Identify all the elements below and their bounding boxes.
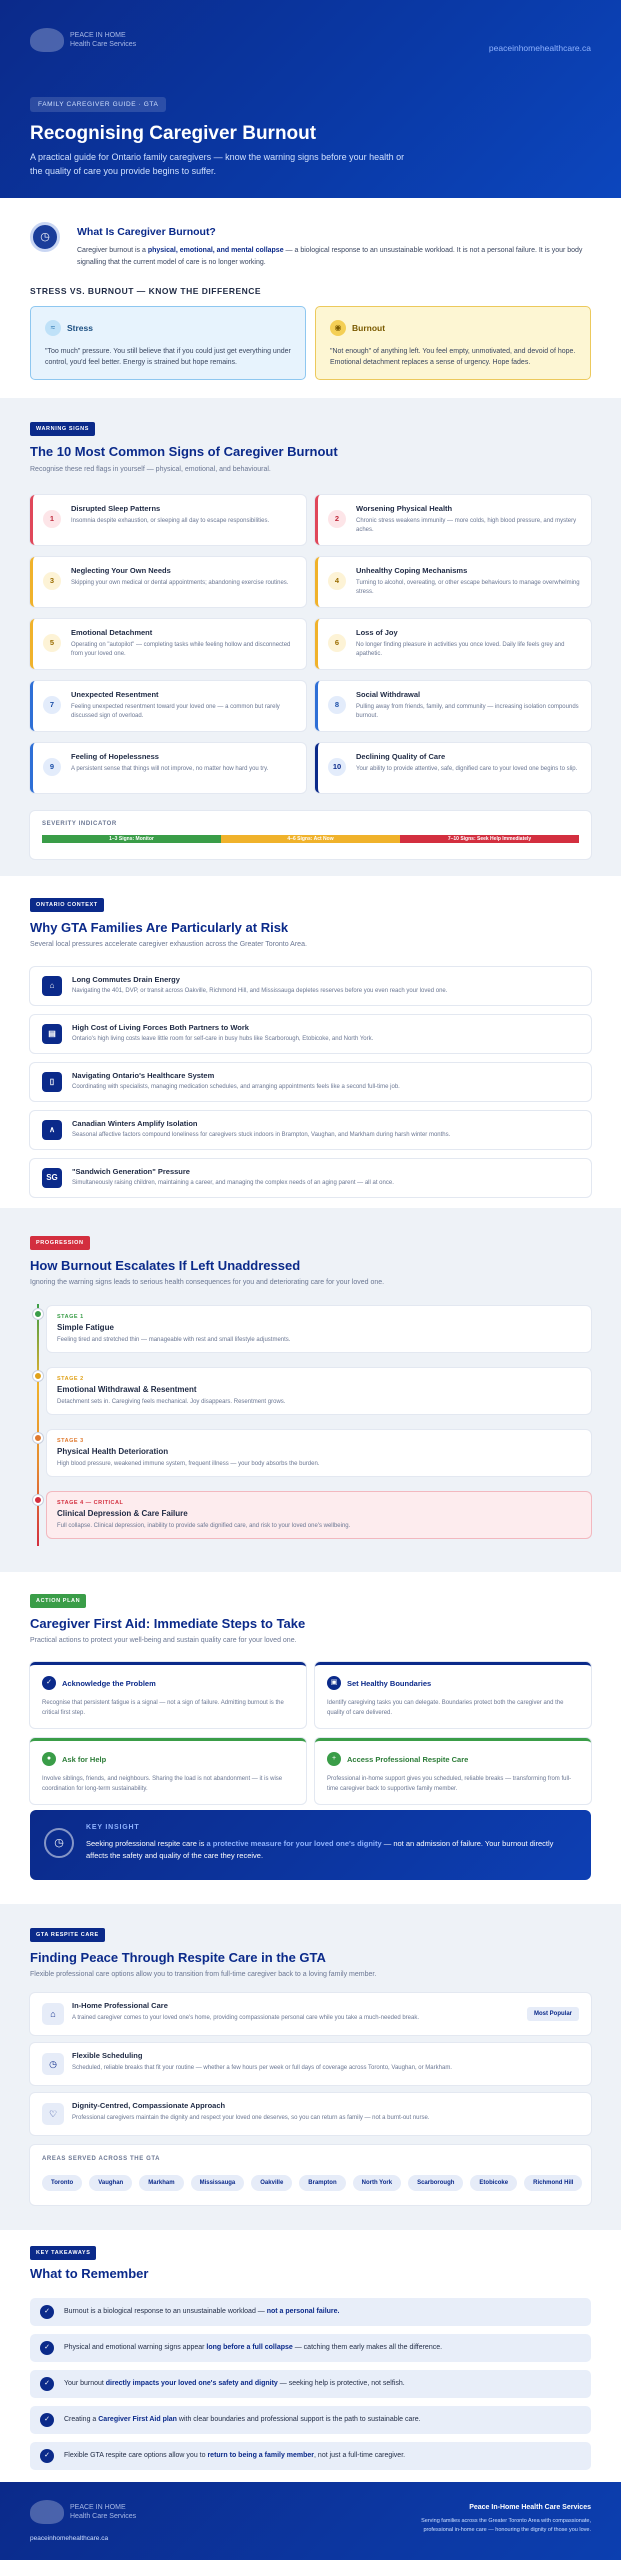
check-icon: ✓ — [42, 1676, 56, 1690]
sign-title: Unexpected Resentment — [71, 690, 159, 699]
winter-icon: ∧ — [42, 1120, 62, 1140]
takeaway-text-end: with clear boundaries and professional support is the path to sustainable care. — [176, 2416, 421, 2423]
sign-number: 10 — [328, 758, 346, 776]
action-description: Identify caregiving tasks you can delegate. Boundaries protect both the caregiver and the quality of care delivered. — [327, 1700, 564, 1716]
sign-card — [315, 495, 591, 545]
area-tag[interactable]: Brampton — [299, 2175, 345, 2191]
plus-icon: + — [327, 1752, 341, 1766]
wallet-icon: ▤ — [42, 1024, 62, 1044]
sign-title: Social Withdrawal — [356, 690, 421, 699]
sign-number: 5 — [43, 634, 61, 652]
respite-chip: GTA RESPITE CARE — [30, 1928, 105, 1942]
stage-title: Physical Health Deterioration — [57, 1447, 169, 1456]
sign-card — [315, 681, 591, 731]
action-title: Caregiver First Aid: Immediate Steps to Take — [30, 1616, 306, 1631]
stress-card — [30, 306, 306, 380]
footer-org: Peace In-Home Health Care Services — [469, 2504, 591, 2511]
most-popular-badge: Most Popular — [527, 2007, 579, 2021]
sign-description: Pulling away from friends, family, and community — increasing isolation compounds burnout. — [356, 704, 579, 719]
takeaway-highlight: long before a full collapse — [206, 2344, 293, 2351]
stage-label: STAGE 3 — [57, 1438, 84, 1444]
signs-lede: Recognise these red flags in yourself — physical, emotional, and behavioural. — [30, 466, 271, 473]
check-icon: ✓ — [40, 2377, 54, 2391]
sign-card — [30, 743, 306, 793]
stress-label: Stress — [67, 323, 93, 333]
action-card — [30, 1662, 306, 1728]
what-is-body: Caregiver burnout is a physical, emotional, and mental collapse — a biological response to an unsustainable workload. It is not a personal failure. It is your body signalling that the current model of care is no longer working. — [77, 247, 583, 266]
severity-seek-help: 7–10 Signs: Seek Help Immediately — [400, 835, 579, 843]
respite-option[interactable] — [30, 2093, 591, 2135]
stage-card — [47, 1430, 591, 1476]
action-title: Set Healthy Boundaries — [347, 1678, 432, 1688]
respite-option-description: Professional caregivers maintain the dignity and respect your loved one deserves, so you can return as family — not a burnt-out nurse. — [72, 2115, 430, 2121]
gta-risk-description: Ontario's high living costs leave little room for self-care in busy hubs like Scarborough, Etobicoke, and North York. — [72, 1036, 374, 1042]
sign-title: Emotional Detachment — [71, 628, 153, 637]
gta-risk-title: Canadian Winters Amplify Isolation — [72, 1119, 198, 1128]
area-tag[interactable]: Richmond Hill — [524, 2175, 582, 2191]
stage-card — [47, 1492, 591, 1538]
stage-card — [47, 1368, 591, 1414]
takeaway-item — [30, 2370, 591, 2398]
respite-option-title: Flexible Scheduling — [72, 2051, 143, 2060]
respite-option-description: A trained caregiver comes to your loved one's home, providing compassionate personal care while you take a much-needed break. — [72, 2015, 420, 2021]
takeaways-chip: KEY TAKEAWAYS — [30, 2246, 96, 2260]
wave-icon: ≈ — [45, 320, 61, 336]
stage-dot — [33, 1371, 43, 1381]
warning-signs-chip: WARNING SIGNS — [30, 422, 95, 436]
sign-number: 3 — [43, 572, 61, 590]
sign-title: Worsening Physical Health — [356, 504, 453, 513]
stage-label: STAGE 4 — CRITICAL — [57, 1500, 124, 1506]
heart-icon: ♡ — [42, 2103, 64, 2125]
key-insight-card — [30, 1810, 591, 1880]
stage-dot — [33, 1495, 43, 1505]
sign-card — [315, 619, 591, 669]
gta-risk-title: "Sandwich Generation" Pressure — [72, 1167, 190, 1176]
stage-title: Emotional Withdrawal & Resentment — [57, 1385, 197, 1394]
gta-risk-description: Coordinating with specialists, managing medication schedules, and arranging appointments feels like a second full-time job. — [72, 1084, 400, 1090]
area-tag[interactable]: Oakville — [251, 2175, 292, 2191]
respite-option[interactable] — [30, 2043, 591, 2085]
takeaway-highlight: directly impacts your loved one's safety and dignity — [105, 2380, 278, 2387]
action-card — [315, 1662, 591, 1728]
respite-lede: Flexible professional care options allow you to transition from full-time caregiver back to a loving family member. — [30, 1971, 377, 1978]
burnout-text: "Not enough" of anything left. You feel empty, unmotivated, and devoid of hope. Emotional detachment replaces a sense of urgency. Hope fades. — [330, 348, 576, 366]
sign-card — [30, 495, 306, 545]
takeaway-text-end: — seeking help is protective, not selfish. — [277, 2380, 405, 2387]
action-card — [30, 1738, 306, 1804]
flame-icon: ◉ — [330, 320, 346, 336]
warning-signs-section — [0, 398, 621, 876]
takeaway-text: Physical and emotional warning signs appear — [64, 2344, 207, 2351]
sign-title: Unhealthy Coping Mechanisms — [356, 566, 468, 575]
check-icon: ✓ — [40, 2341, 54, 2355]
takeaway-item — [30, 2406, 591, 2434]
sign-description: Operating on "autopilot" — completing tasks while feeling hollow and disconnected from your loved one. — [71, 642, 291, 657]
progression-chip: PROGRESSION — [30, 1236, 90, 1250]
sign-number: 2 — [328, 510, 346, 528]
sign-number: 9 — [43, 758, 61, 776]
takeaway-item — [30, 2442, 591, 2470]
areas-title: AREAS SERVED ACROSS THE GTA — [42, 2156, 161, 2162]
key-insight-kicker: KEY INSIGHT — [86, 1824, 140, 1831]
what-is-title: What Is Caregiver Burnout? — [77, 226, 216, 238]
gta-title: Why GTA Families Are Particularly at Risk — [30, 920, 289, 935]
sign-card — [315, 743, 591, 793]
respite-option-title: In-Home Professional Care — [72, 2001, 168, 2010]
stage-title: Clinical Depression & Care Failure — [57, 1509, 188, 1518]
action-description: Involve siblings, friends, and neighbours. Sharing the load is not abandonment — it is wise coordination for long-term sustainability. — [42, 1776, 283, 1792]
clock-icon: ◷ — [30, 222, 60, 252]
area-tag[interactable]: Etobicoke — [470, 2175, 517, 2191]
footer-description: Serving families across the Greater Toronto Area with compassionate, professional in-home care — honouring the dignity of those you love. — [421, 2518, 591, 2533]
sign-description: Feeling unexpected resentment toward your loved one — a common but rarely discussed sign of overload. — [71, 704, 280, 719]
area-tag[interactable]: North York — [353, 2175, 401, 2191]
sign-number: 1 — [43, 510, 61, 528]
header-banner — [0, 0, 621, 198]
respite-option-title: Dignity-Centred, Compassionate Approach — [72, 2101, 226, 2110]
takeaway-item — [30, 2298, 591, 2326]
action-card — [315, 1738, 591, 1804]
sign-description: Skipping your own medical or dental appointments; abandoning exercise routines. — [71, 580, 289, 586]
home-icon: ⌂ — [42, 2003, 64, 2025]
sign-title: Loss of Joy — [356, 628, 398, 637]
areas-served — [30, 2145, 591, 2205]
gta-risk-title: High Cost of Living Forces Both Partners to Work — [72, 1023, 249, 1032]
sign-title: Neglecting Your Own Needs — [71, 566, 171, 575]
burnout-card — [315, 306, 591, 380]
signs-title: The 10 Most Common Signs of Caregiver Burnout — [30, 444, 338, 459]
sign-description: Chronic stress weakens immunity — more colds, high blood pressure, and mystery aches. — [356, 518, 577, 533]
action-title: Access Professional Respite Care — [347, 1754, 469, 1764]
logo[interactable] — [30, 28, 136, 52]
progression-section — [0, 1208, 621, 1572]
respite-section — [0, 1904, 621, 2230]
gta-risk-title: Navigating Ontario's Healthcare System — [72, 1071, 215, 1080]
respite-option[interactable] — [30, 1993, 591, 2035]
boundary-icon: ▣ — [327, 1676, 341, 1690]
check-icon: ✓ — [40, 2413, 54, 2427]
takeaway-highlight: return to being a family member — [207, 2452, 315, 2459]
logo-text: PEACE IN HOME Health Care Services — [70, 32, 137, 48]
sign-number: 6 — [328, 634, 346, 652]
sign-number: 7 — [43, 696, 61, 714]
action-plan-section — [0, 1572, 621, 1904]
takeaway-text: Burnout is a biological response to an unsustainable workload — — [64, 2308, 267, 2315]
check-icon: ✓ — [40, 2305, 54, 2319]
area-tag[interactable]: Vaughan — [89, 2175, 132, 2191]
what-is-section — [0, 198, 621, 398]
key-insight-text: Seeking professional respite care is a protective measure for your loved one's dignity — not an admission of failure. Your burnout directly affects the safety and quality of the care they receive. — [86, 1839, 554, 1860]
sign-description: Insomnia despite exhaustion, or sleeping all day to escape responsibilities. — [71, 518, 270, 524]
sign-number: 4 — [328, 572, 346, 590]
check-icon: ✓ — [40, 2449, 54, 2463]
clock-icon: ◷ — [42, 2053, 64, 2075]
action-title: Acknowledge the Problem — [62, 1678, 156, 1688]
action-description: Recognise that persistent fatigue is a signal — not a sign of failure. Admitting burnout is the critical first step. — [42, 1700, 284, 1716]
action-lede: Practical actions to protect your well-being and sustain quality care for your loved one. — [30, 1637, 297, 1644]
footer-logo[interactable] — [30, 2500, 136, 2524]
area-tag[interactable]: Mississauga — [191, 2175, 245, 2191]
people-icon: ● — [42, 1752, 56, 1766]
action-plan-chip: ACTION PLAN — [30, 1594, 86, 1608]
ontario-context-chip: ONTARIO CONTEXT — [30, 898, 104, 912]
stage-dot — [33, 1433, 43, 1443]
home-icon: ⌂ — [42, 976, 62, 996]
gta-risk-item — [30, 1063, 591, 1101]
stress-text: "Too much" pressure. You still believe that if you could just get everything under control, you'd feel better. Energy is strained but hope remains. — [45, 348, 291, 366]
stage-description: Full collapse. Clinical depression, inability to provide safe dignified care, and risk to your loved one's wellbeing. — [57, 1523, 351, 1529]
area-tag[interactable]: Scarborough — [408, 2175, 463, 2191]
gta-risk-item — [30, 1015, 591, 1053]
gta-risk-item — [30, 967, 591, 1005]
takeaway-highlight: not a personal failure. — [266, 2308, 340, 2315]
progression-title: How Burnout Escalates If Left Unaddressed — [30, 1258, 301, 1273]
takeaway-text: Creating a — [64, 2416, 99, 2423]
severity-act-now: 4–6 Signs: Act Now — [221, 835, 400, 843]
timeline-line — [37, 1304, 39, 1546]
logo-icon — [30, 28, 64, 52]
burnout-label: Burnout — [352, 323, 386, 333]
gta-risk-item — [30, 1111, 591, 1149]
site-url-link[interactable]: peaceinhomehealthcare.ca — [488, 43, 591, 53]
gta-risk-description: Seasonal affective factors compound loneliness for caregivers stuck indoors in Brampton, Vaughan, and Markham during harsh winter months. — [72, 1132, 451, 1138]
sign-card — [30, 619, 306, 669]
sign-description: Turning to alcohol, overeating, or other escape behaviours to manage overwhelming stress. — [356, 580, 580, 595]
takeaways-section — [0, 2230, 621, 2482]
area-tag[interactable]: Markham — [139, 2175, 183, 2191]
stage-description: Detachment sets in. Caregiving feels mechanical. Joy disappears. Resentment grows. — [57, 1399, 286, 1405]
sign-title: Declining Quality of Care — [356, 752, 446, 761]
compare-heading: STRESS VS. BURNOUT — KNOW THE DIFFERENCE — [30, 286, 262, 296]
gta-risk-section — [0, 876, 621, 1208]
stage-dot — [33, 1309, 43, 1319]
guide-tag: FAMILY CAREGIVER GUIDE · GTA — [30, 97, 166, 112]
severity-monitor: 1–3 Signs: Monitor — [42, 835, 221, 843]
gta-risk-title: Long Commutes Drain Energy — [72, 975, 180, 984]
stage-card — [47, 1306, 591, 1352]
sign-description: No longer finding pleasure in activities you once loved. Daily life feels grey and apathetic. — [356, 642, 565, 657]
page-title: Recognising Caregiver Burnout — [30, 123, 317, 144]
footer-url-link[interactable]: peaceinhomehealthcare.ca — [30, 2535, 109, 2542]
severity-indicator — [30, 811, 591, 859]
stage-label: STAGE 1 — [57, 1314, 84, 1320]
takeaway-item — [30, 2334, 591, 2362]
respite-option-description: Scheduled, reliable breaks that fit your routine — whether a few hours per week or full days of coverage across Toronto, Vaughan, or Markham. — [72, 2065, 452, 2071]
stage-title: Simple Fatigue — [57, 1323, 114, 1332]
sign-number: 8 — [328, 696, 346, 714]
gta-risk-item — [30, 1159, 591, 1197]
action-title: Ask for Help — [62, 1754, 107, 1764]
sandwich-generation-icon: SG — [42, 1168, 62, 1188]
sign-description: A persistent sense that things will not improve, no matter how hard you try. — [71, 766, 269, 772]
sign-card — [30, 557, 306, 607]
stage-label: STAGE 2 — [57, 1376, 84, 1382]
gta-risk-description: Navigating the 401, DVP, or transit across Oakville, Richmond Hill, and Mississauga depletes reserves before you even reach your loved one. — [72, 988, 448, 994]
sign-card — [315, 557, 591, 607]
takeaways-title: What to Remember — [30, 2266, 149, 2281]
sign-description: Your ability to provide attentive, safe, dignified care to your loved one begins to slip. — [356, 766, 578, 772]
stage-description: Feeling tired and stretched thin — manageable with rest and small lifestyle adjustments. — [57, 1337, 291, 1343]
sign-title: Feeling of Hopelessness — [71, 752, 159, 761]
clipboard-icon: ▯ — [42, 1072, 62, 1092]
sign-title: Disrupted Sleep Patterns — [71, 504, 161, 513]
takeaway-highlight: Caregiver First Aid plan — [98, 2416, 177, 2423]
progression-lede: Ignoring the warning signs leads to serious health consequences for you and deteriorating care for your loved one. — [30, 1279, 385, 1286]
lightbulb-icon: ◷ — [44, 1828, 74, 1858]
gta-risk-description: Simultaneously raising children, maintaining a career, and managing the complex needs of an aging parent — all at once. — [72, 1180, 394, 1186]
action-description: Professional in-home support gives you scheduled, reliable breaks — transforming from full-time caregiver back to supportive family member. — [327, 1776, 572, 1792]
gta-lede: Several local pressures accelerate caregiver exhaustion across the Greater Toronto Area. — [30, 941, 307, 948]
takeaway-text-end: , not just a full-time caregiver. — [314, 2452, 406, 2459]
logo-icon — [30, 2500, 64, 2524]
stage-description: High blood pressure, weakened immune system, frequent illness — your body absorbs the burden. — [57, 1461, 320, 1467]
sign-card — [30, 681, 306, 731]
page-subtitle: A practical guide for Ontario family caregivers — know the warning signs before your health or the quality of care you provide begins to suffer. — [30, 152, 405, 176]
area-tag[interactable]: Toronto — [42, 2175, 82, 2191]
takeaway-text-end: — catching them early makes all the difference. — [292, 2344, 443, 2351]
takeaway-text: Flexible GTA respite care options allow you to — [64, 2452, 208, 2459]
respite-title: Finding Peace Through Respite Care in the GTA — [30, 1950, 326, 1965]
footer — [0, 2482, 621, 2560]
severity-title: SEVERITY INDICATOR — [42, 821, 117, 827]
takeaway-text: Your burnout — [64, 2380, 106, 2387]
footer-logo-text: PEACE IN HOME Health Care Services — [70, 2504, 137, 2520]
